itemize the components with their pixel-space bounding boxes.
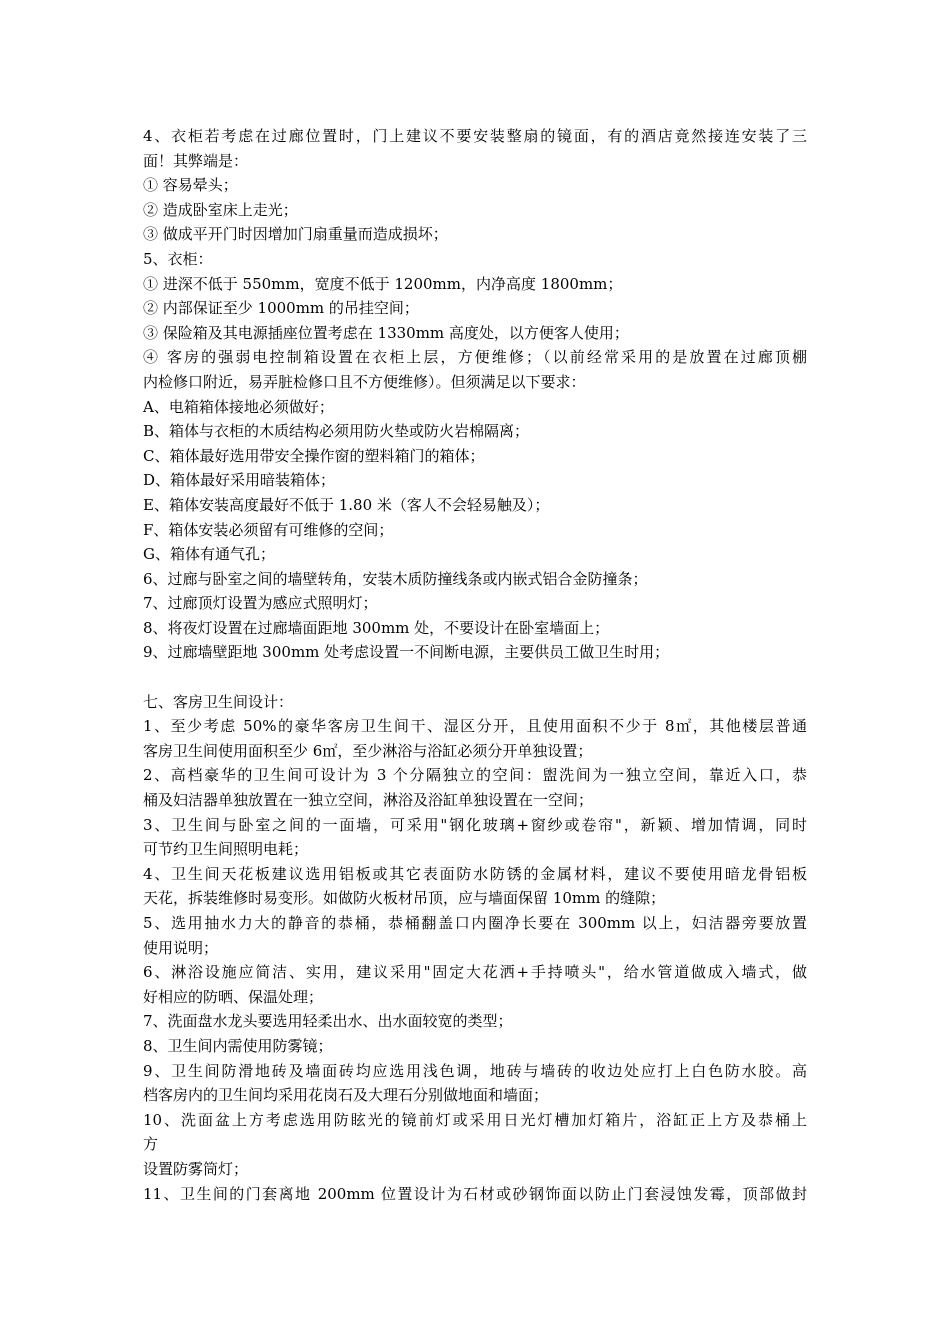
text-line: 好相应的防晒、保温处理； [143, 987, 324, 1006]
text-line: 设置防雾筒灯； [143, 1159, 249, 1178]
text-line: 11、卫生间的门套离地 200mm 位置设计为石材或砂钢饰面以防止门套浸蚀发霉，顶部做封 [143, 1184, 807, 1203]
text-line: 6、过廊与卧室之间的墙壁转角，安装木质防撞线条或内嵌式铝合金防撞条； [143, 569, 648, 588]
text-line: 使用说明； [143, 938, 219, 957]
text-line: 档客房内的卫生间均采用花岗石及大理石分别做地面和墙面； [143, 1086, 549, 1105]
text-line: B、箱体与衣柜的木质结构必须用防火垫或防火岩棉隔离； [143, 422, 530, 441]
text-line: 7、过廊顶灯设置为感应式照明灯； [143, 594, 378, 613]
text-line: D、箱体最好采用暗装箱体； [143, 471, 336, 490]
text-line: ④ 客房的强弱电控制箱设置在衣柜上层，方便维修；（以前经常采用的是放置在过廊顶棚 [143, 348, 807, 367]
blank-line [143, 665, 807, 690]
text-line: C、箱体最好选用带安全操作窗的塑料箱门的箱体； [143, 446, 485, 465]
text-line: 6、淋浴设施应简洁、实用，建议采用"固定大花洒+手持喷头"，给水管道做成入墙式，做 [143, 963, 807, 982]
text-line: 4、衣柜若考虑在过廊位置时，门上建议不要安装整扇的镜面，有的酒店竟然接连安装了三 [143, 127, 807, 145]
text-line: 10、洗面盆上方考虑选用防眩光的镜前灯或采用日光灯槽加灯箱片，浴缸正上方及恭桶上 [143, 1110, 807, 1129]
text-line: ① 进深不低于 550mm，宽度不低于 1200mm，内净高度 1800mm； [143, 274, 623, 293]
document-body [143, 124, 807, 1206]
text-line: 天花，拆装维修时易变形。如做防火板材吊顶，应与墙面保留 10mm 的缝隙； [143, 889, 666, 908]
text-line: 5、衣柜： [143, 249, 213, 268]
text-line: 7、洗面盘水龙头要选用轻柔出水、出水面较宽的类型； [143, 1012, 513, 1031]
text-line: 8、卫生间内需使用防雾镜； [143, 1036, 333, 1055]
text-line: 4、卫生间天花板建议选用铝板或其它表面防水防锈的金属材料，建议不要使用暗龙骨铝板 [143, 864, 807, 883]
text-line: 8、将夜灯设置在过廊墙面距地 300mm 处，不要设计在卧室墙面上； [143, 618, 610, 637]
text-line: ② 造成卧室床上走光； [143, 200, 298, 219]
text-line: E、箱体安装高度最好不低于 1.80 米（客人不会轻易触及）； [143, 495, 550, 514]
text-line: F、箱体安装必须留有可维修的空间； [143, 520, 394, 539]
text-line: ③ 做成平开门时因增加门扇重量而造成损坏； [143, 225, 448, 244]
text-line: ③ 保险箱及其电源插座位置考虑在 1330mm 高度处，以方便客人使用； [143, 323, 629, 342]
text-line: 方 [143, 1135, 159, 1154]
text-line: 5、选用抽水力大的静音的恭桶，恭桶翻盖口内圈净长要在 300mm 以上，妇洁器旁要放置 [143, 914, 807, 932]
text-line: 面！其弊端是： [143, 151, 249, 170]
text-line: 可节约卫生间照明电耗； [143, 840, 309, 859]
text-line: 2、高档豪华的卫生间可设计为 3 个分隔独立的空间：盥洗间为一独立空间，靠近入口，恭 [143, 766, 807, 785]
text-line: A、电箱箱体接地必须做好； [143, 397, 334, 416]
text-line: 内检修口附近，易弄脏检修口且不方便维修）。但须满足以下要求： [143, 372, 586, 391]
text-line: 9、过廊墙壁距地 300mm 处考虑设置一不间断电源，主要供员工做卫生时用； [143, 643, 670, 662]
section-heading: 七、客房卫生间设计： [143, 692, 294, 711]
text-line: 客房卫生间使用面积至少 6㎡，至少淋浴与浴缸必须分开单独设置； [143, 741, 593, 760]
text-line: 1、至少考虑 50%的豪华客房卫生间干、湿区分开，且使用面积不少于 8㎡，其他楼层普通 [143, 717, 807, 736]
text-line: 9、卫生间防滑地砖及墙面砖均应选用浅色调，地砖与墙砖的收边处应打上白色防水胶。高 [143, 1061, 807, 1080]
text-line: G、箱体有通气孔； [143, 545, 275, 564]
text-line: ① 容易晕头； [143, 176, 238, 195]
text-line: 桶及妇洁器单独放置在一独立空间，淋浴及浴缸单独设置在一空间； [143, 791, 594, 810]
text-line: 3、卫生间与卧室之间的一面墙，可采用"钢化玻璃+窗纱或卷帘"，新颖、增加情调，同时 [143, 815, 807, 834]
text-line: ② 内部保证至少 1000mm 的吊挂空间； [143, 299, 419, 318]
